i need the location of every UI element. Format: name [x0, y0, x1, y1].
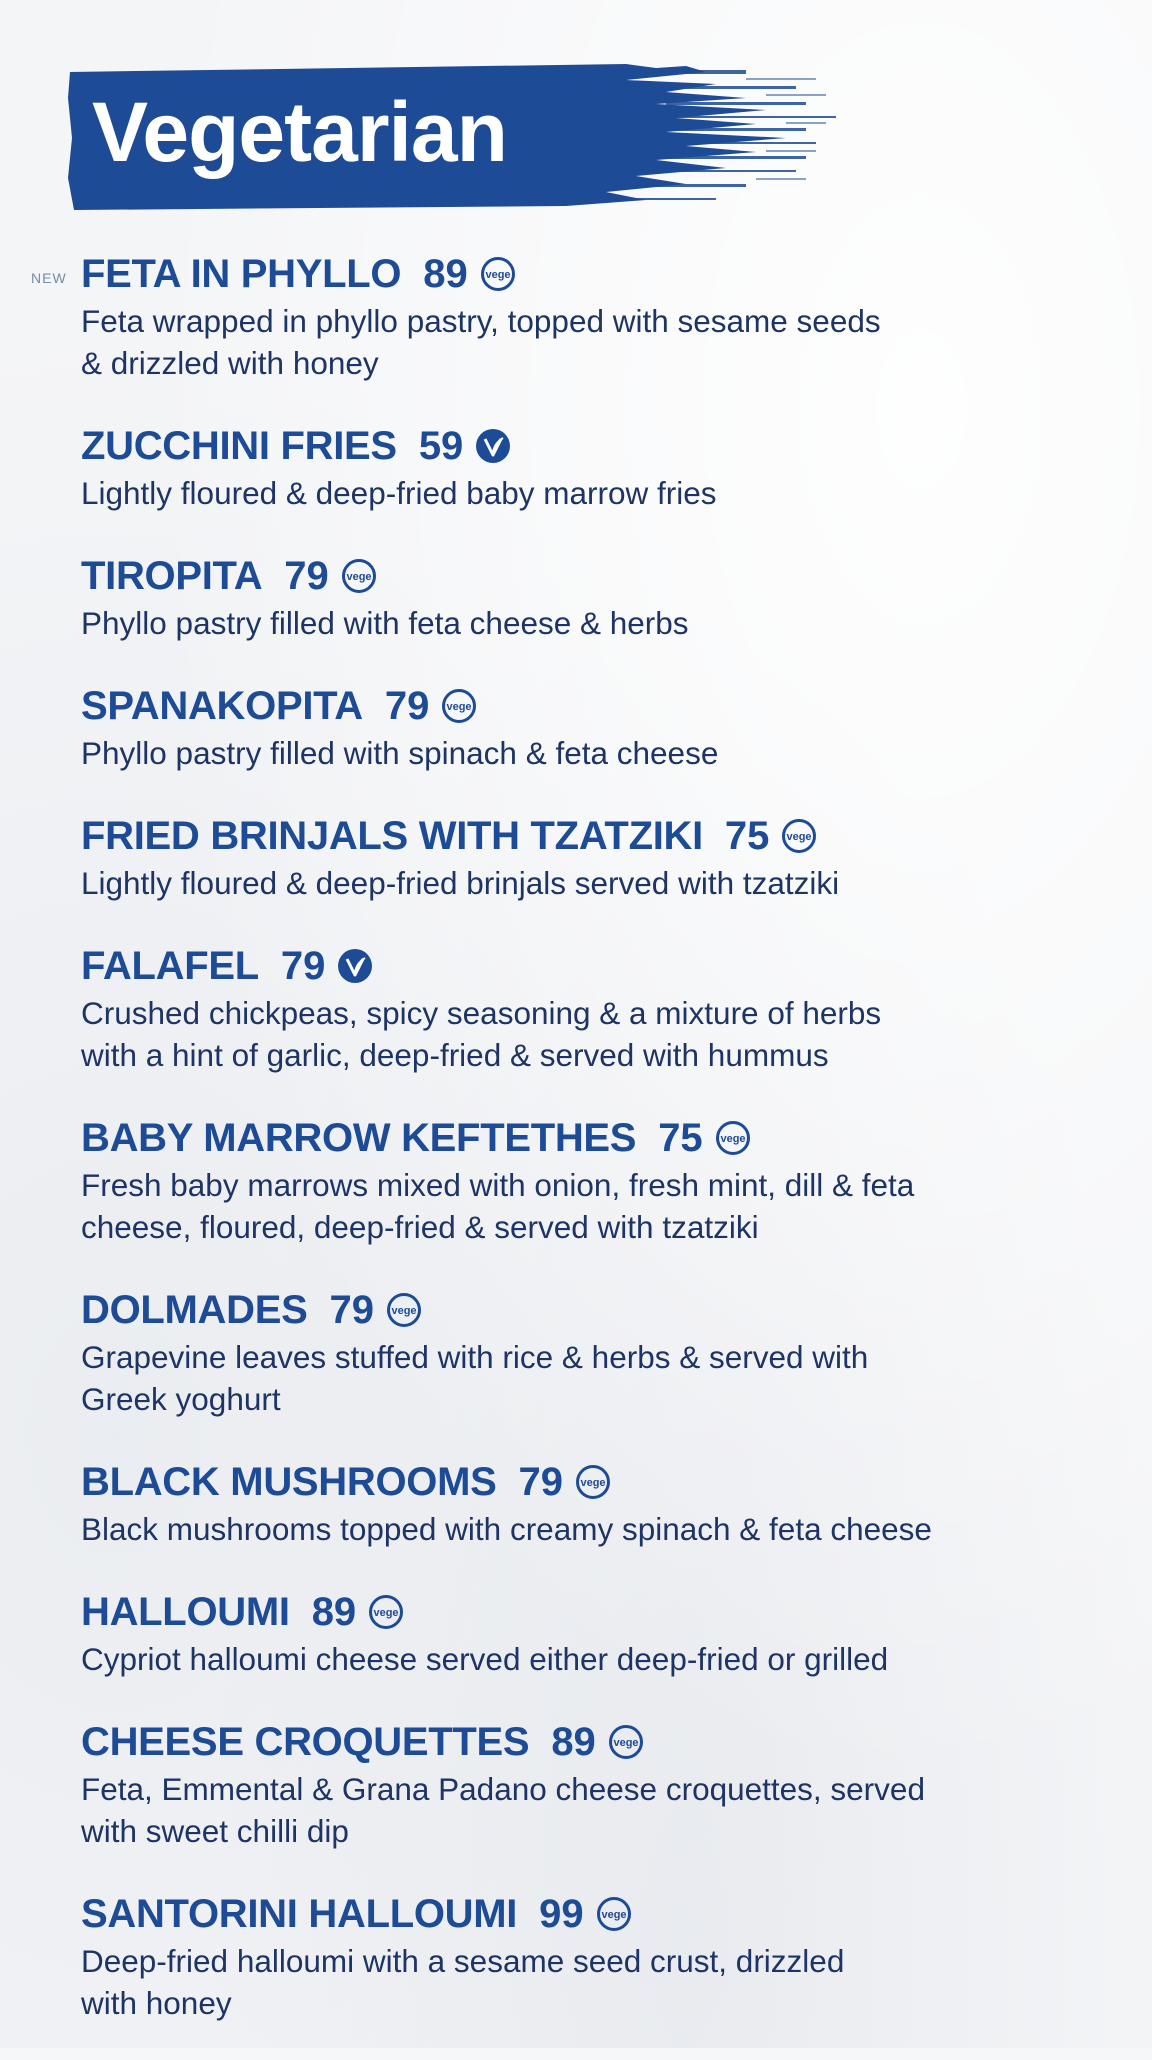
vegetarian-badge-icon — [781, 818, 817, 854]
menu-item-description: Feta wrapped in phyllo pastry, topped with sesame seeds & drizzled with honey — [81, 303, 881, 381]
menu-item — [81, 550, 1121, 644]
section-title-banner — [66, 58, 836, 218]
menu-item-header — [81, 1586, 1121, 1638]
svg-text:vege: vege — [580, 1477, 606, 1489]
vegetarian-badge-icon — [368, 1594, 404, 1630]
menu-item-name: DOLMADES — [81, 1287, 308, 1332]
menu-item — [81, 810, 1121, 904]
menu-list — [31, 248, 1121, 2060]
menu-item-description: Grapevine leaves stuffed with rice & herbs & served with Greek yoghurt — [81, 1339, 869, 1417]
menu-item-description: Fresh baby marrows mixed with onion, fresh mint, dill & feta cheese, floured, deep-fried & served with tzatziki — [81, 1167, 915, 1245]
menu-item-header — [81, 248, 1121, 300]
menu-item-header — [81, 680, 1121, 732]
vegan-badge-icon — [337, 948, 373, 984]
menu-item-price: 89 — [423, 251, 468, 296]
menu-item-name: FETA IN PHYLLO — [81, 251, 402, 296]
menu-item-price: 59 — [418, 423, 464, 468]
vegetarian-badge-icon — [386, 1292, 422, 1328]
menu-item-header — [81, 550, 1121, 602]
menu-item-price: 89 — [311, 1589, 357, 1634]
menu-item-description: Phyllo pastry filled with spinach & feta cheese — [81, 735, 719, 771]
svg-text:vege: vege — [601, 1909, 627, 1921]
menu-item — [81, 1284, 1121, 1420]
vegetarian-badge-icon — [715, 1120, 751, 1156]
menu-item-description: Cypriot halloumi cheese served either deep-fried or grilled — [81, 1641, 889, 1677]
menu-item-price: 89 — [551, 1719, 596, 1764]
menu-item-price: 79 — [518, 1459, 563, 1504]
menu-item-name: BLACK MUSHROOMS — [81, 1459, 497, 1504]
menu-item-name: FRIED BRINJALS WITH TZATZIKI — [81, 813, 703, 858]
vegetarian-badge-icon — [596, 1896, 632, 1932]
menu-item-description: Crushed chickpeas, spicy seasoning & a mixture of herbs with a hint of garlic, deep-fried & served with hummus — [81, 995, 882, 1073]
svg-text:vege: vege — [613, 1737, 639, 1749]
menu-item — [81, 940, 1121, 1076]
menu-item-name: BABY MARROW KEFTETHES — [81, 1115, 637, 1160]
menu-item-price: 79 — [280, 943, 326, 988]
menu-item — [81, 680, 1121, 774]
menu-item-header — [81, 1456, 1121, 1508]
menu-item-name: SPANAKOPITA — [81, 683, 363, 728]
vegetarian-badge-icon — [341, 558, 377, 594]
svg-text:vege: vege — [720, 1133, 746, 1145]
vegetarian-badge-icon — [575, 1464, 611, 1500]
menu-item-description: Deep-fried halloumi with a sesame seed crust, drizzled with honey — [81, 1943, 845, 2021]
menu-item — [81, 1112, 1121, 1248]
menu-item-price: 99 — [539, 1891, 584, 1936]
vegetarian-badge-icon — [608, 1724, 644, 1760]
menu-item-header — [81, 1888, 1121, 1940]
svg-text:vege: vege — [446, 701, 472, 713]
menu-item-price: 75 — [658, 1115, 703, 1160]
menu-item-name: FALAFEL — [81, 943, 259, 988]
menu-item-name: TIROPITA — [81, 553, 263, 598]
menu-item — [31, 248, 1121, 384]
menu-item — [81, 1456, 1121, 1550]
vegan-badge-icon — [475, 428, 511, 464]
menu-item — [81, 1716, 1121, 1852]
menu-item-description: Black mushrooms topped with creamy spinach & feta cheese — [81, 1511, 932, 1547]
vegetarian-badge-icon — [441, 688, 477, 724]
menu-item — [81, 1888, 1121, 2024]
menu-item-name: HALLOUMI — [81, 1589, 290, 1634]
svg-text:vege: vege — [346, 571, 372, 583]
menu-item-header — [81, 940, 1121, 992]
menu-item-price: 79 — [284, 553, 329, 598]
menu-item-header — [81, 420, 1121, 472]
menu-item — [81, 1586, 1121, 1680]
vegetarian-badge-icon — [480, 256, 516, 292]
menu-item-price: 79 — [329, 1287, 374, 1332]
svg-text:vege: vege — [485, 269, 511, 281]
menu-item-header — [81, 1112, 1121, 1164]
menu-item-description: Lightly floured & deep-fried brinjals served with tzatziki — [81, 865, 840, 901]
menu-item-description: Lightly floured & deep-fried baby marrow fries — [81, 475, 717, 511]
svg-text:vege: vege — [391, 1305, 417, 1317]
menu-item-description: Phyllo pastry filled with feta cheese & herbs — [81, 605, 689, 641]
new-tag: NEW — [31, 270, 67, 286]
menu-item-name: ZUCCHINI FRIES — [81, 423, 397, 468]
page-title: Vegetarian — [92, 85, 507, 179]
menu-item — [81, 420, 1121, 514]
menu-item-price: 75 — [724, 813, 770, 858]
menu-item-description: Feta, Emmental & Grana Padano cheese croquettes, served with sweet chilli dip — [81, 1771, 925, 1849]
svg-text:vege: vege — [786, 831, 812, 843]
menu-item-name: CHEESE CROQUETTES — [81, 1719, 530, 1764]
menu-item-header — [81, 1716, 1121, 1768]
menu-item-header — [81, 810, 1121, 862]
menu-item-name: SANTORINI HALLOUMI — [81, 1891, 518, 1936]
svg-text:vege: vege — [373, 1607, 399, 1619]
menu-item-price: 79 — [384, 683, 430, 728]
menu-item-header — [81, 1284, 1121, 1336]
